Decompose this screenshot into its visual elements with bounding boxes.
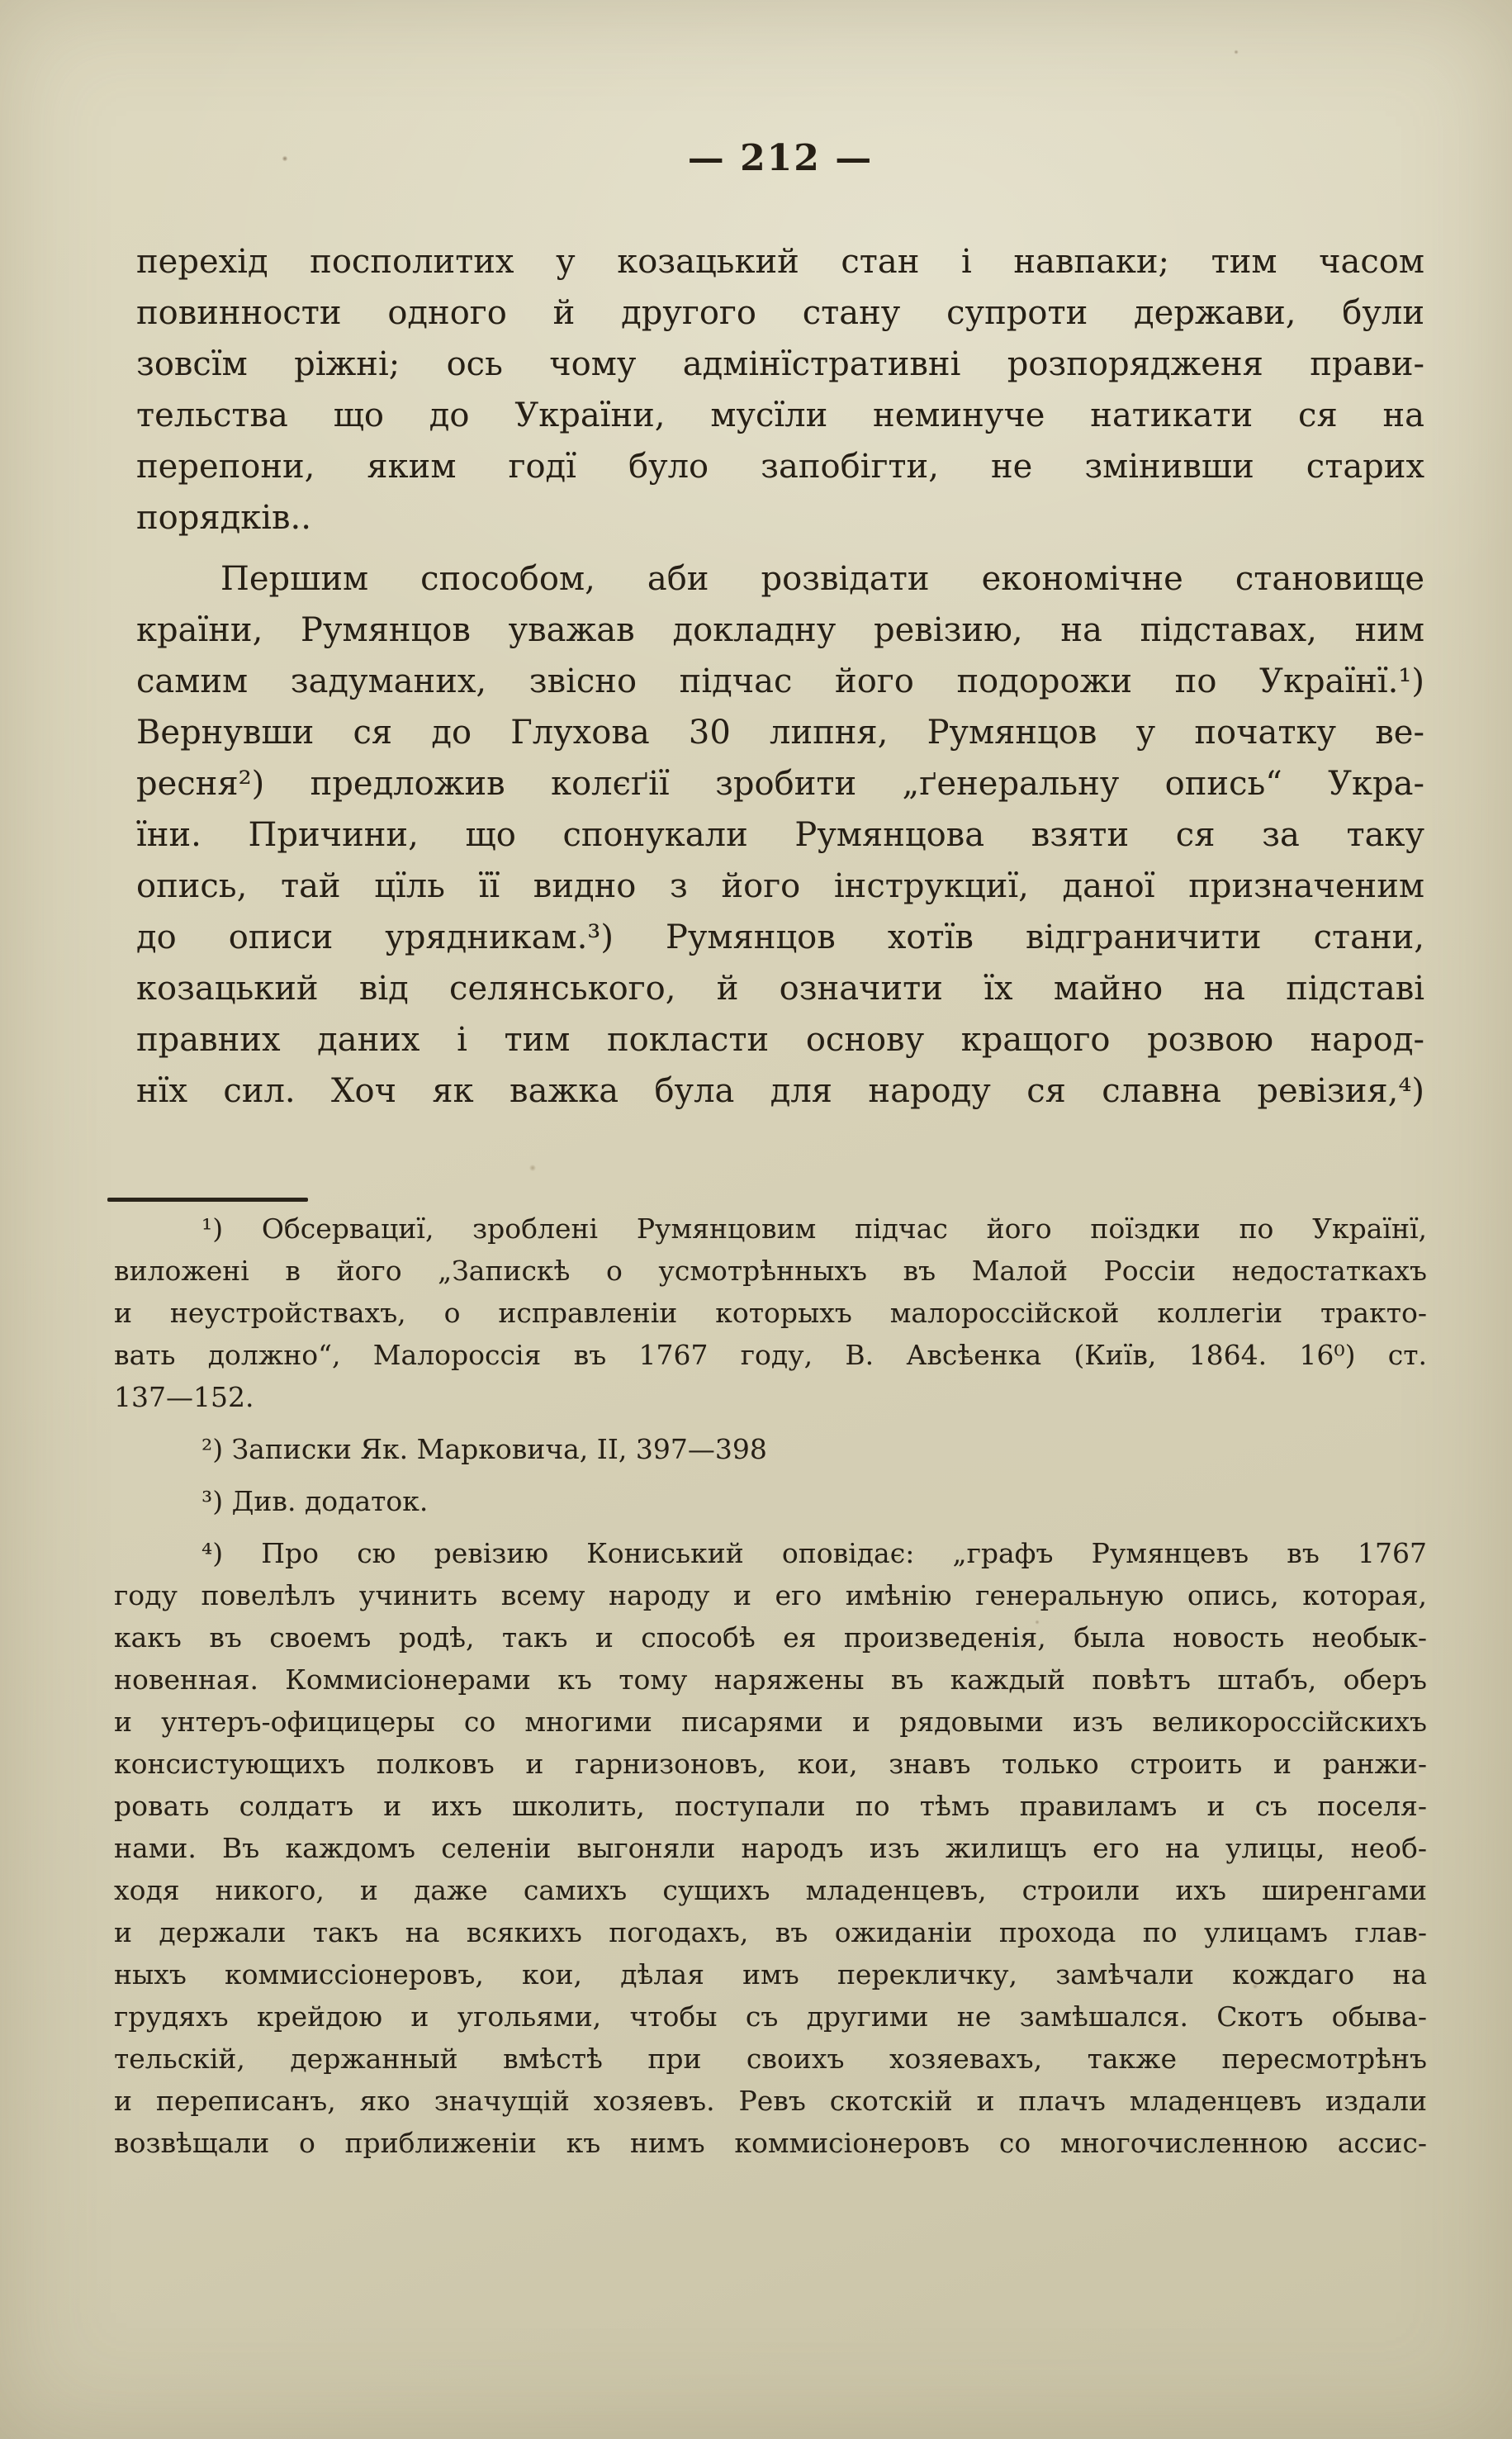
footnote-line: и держали такъ на всякихъ погодахъ, въ ожиданіи прохода по улицамъ глав- xyxy=(114,1916,1427,1948)
text-line: ресня²) предложив колєґії зробити „ґенеральну опись“ Укра- xyxy=(136,765,1424,803)
footnote-separator xyxy=(107,1198,308,1202)
footnote-line: году повелѣлъ учинить всему народу и его имѣнію генеральную опись, которая, xyxy=(114,1579,1427,1611)
footnote-line: ныхъ коммиссіонеровъ, кои, дѣлая имъ перекличку, замѣчали кождаго на xyxy=(114,1958,1427,1991)
footnote-line: и унтеръ-официцеры со многими писарями и рядовыми изъ великороссійскихъ xyxy=(114,1706,1427,1738)
footnote-line: и переписанъ, яко значущій хозяевъ. Ревъ скотскій и плачъ младенцевъ издали xyxy=(114,2085,1427,2117)
footnote-line: консистующихъ полковъ и гарнизоновъ, кои, знавъ только строить и ранжи- xyxy=(114,1748,1427,1780)
text-line: порядків.. xyxy=(136,499,311,537)
footnote-line: ⁴) Про сю ревізию Кониський оповідає: „графъ Румянцевъ въ 1767 xyxy=(201,1537,1427,1569)
footnote-1 xyxy=(114,1208,1427,1418)
text-line: їни. Причини, що спонукали Румянцова взяти ся за таку xyxy=(136,816,1424,854)
text-line: тельства що до України, мусїли неминуче натикати ся на xyxy=(136,396,1424,434)
text-line: самим задуманих, звісно підчас його подорожи по Українї.¹) xyxy=(136,662,1424,700)
text-line: козацький від селянського, й означити їх майно на підставі xyxy=(136,970,1424,1008)
footnote-line: тельскій, держанный вмѣстѣ при своихъ хозяевахъ, также пересмотрѣнъ xyxy=(114,2043,1427,2075)
footnote-line: возвѣщали о приближеніи къ нимъ коммисіонеровъ со многочисленною ассис- xyxy=(114,2127,1427,2159)
text-line: опись, тай цїль її видно з його інструкциї, даної призначеним xyxy=(136,867,1424,905)
text-line: Вернувши ся до Глухова 30 липня, Румянцов у початку ве- xyxy=(136,714,1424,752)
footnote-line: вать должно“, Малороссія въ 1767 году, В. Авсѣенка (Київ, 1864. 16⁰) ст. xyxy=(114,1339,1427,1371)
footnote-line: ²) Записки Як. Марковича, II, 397—398 xyxy=(201,1433,767,1465)
footnote-3 xyxy=(114,1480,1427,1522)
footnote-line: и неустройствахъ, о исправленіи которыхъ малороссійской коллегіи тракто- xyxy=(114,1297,1427,1329)
footnote-line: ³) Див. додаток. xyxy=(201,1485,429,1517)
footnote-line: виложені в його „Запискѣ о усмотрѣнныхъ въ Малой Россіи недостаткахъ xyxy=(114,1255,1427,1287)
paragraph-1 xyxy=(136,236,1424,543)
footnote-line: новенная. Коммисіонерами къ тому наряжены въ каждый повѣтъ штабъ, оберъ xyxy=(114,1663,1427,1696)
footnote-4 xyxy=(114,1532,1427,2164)
text-line: до описи урядникам.³) Румянцов хотїв відграничити стани, xyxy=(136,918,1424,956)
footnote-line: ровать солдатъ и ихъ школить, поступали по тѣмъ правиламъ и съ поселя- xyxy=(114,1790,1427,1822)
body-text xyxy=(136,236,1424,1117)
text-line: зовсїм ріжні; ось чому адмінїстративні розпорядженя прави- xyxy=(136,345,1424,383)
text-line: перепони, яким годї було запобігти, не змінивши старих xyxy=(136,448,1424,486)
footnote-2 xyxy=(114,1428,1427,1470)
footnote-line: ходя никого, и даже самихъ сущихъ младенцевъ, строили ихъ ширенгами xyxy=(114,1874,1427,1906)
footnote-line: ¹) Обсервациї, зроблені Румянцовим підчас його поїздки по Українї, xyxy=(201,1212,1427,1245)
paragraph-2 xyxy=(136,553,1424,1117)
text-line: країни, Румянцов уважав докладну ревізию, на підставах, ним xyxy=(136,611,1424,649)
text-line: перехід посполитих у козацький стан і навпаки; тим часом xyxy=(136,243,1424,281)
footnote-line: какъ въ своемъ родѣ, такъ и способѣ ея произведенія, была новость необык- xyxy=(114,1621,1427,1654)
footnote-line: 137—152. xyxy=(114,1381,254,1413)
footnote-line: нами. Въ каждомъ селеніи выгоняли народъ изъ жилищъ его на улицы, необ- xyxy=(114,1832,1427,1864)
page-number: — 212 — xyxy=(687,137,874,179)
footnotes-section xyxy=(114,1208,1427,2164)
footnote-line: грудяхъ крейдою и угольями, чтобы съ другими не замѣшался. Скотъ обыва- xyxy=(114,2000,1427,2033)
text-line: нїх сил. Хоч як важка була для народу ся славна ревізия,⁴) xyxy=(136,1072,1424,1110)
text-line: правних даних і тим покласти основу кращого розвою народ- xyxy=(136,1021,1424,1059)
text-line: Першим способом, аби розвідати економічне становище xyxy=(220,560,1424,598)
text-line: повинности одного й другого стану супроти держави, були xyxy=(136,294,1424,332)
